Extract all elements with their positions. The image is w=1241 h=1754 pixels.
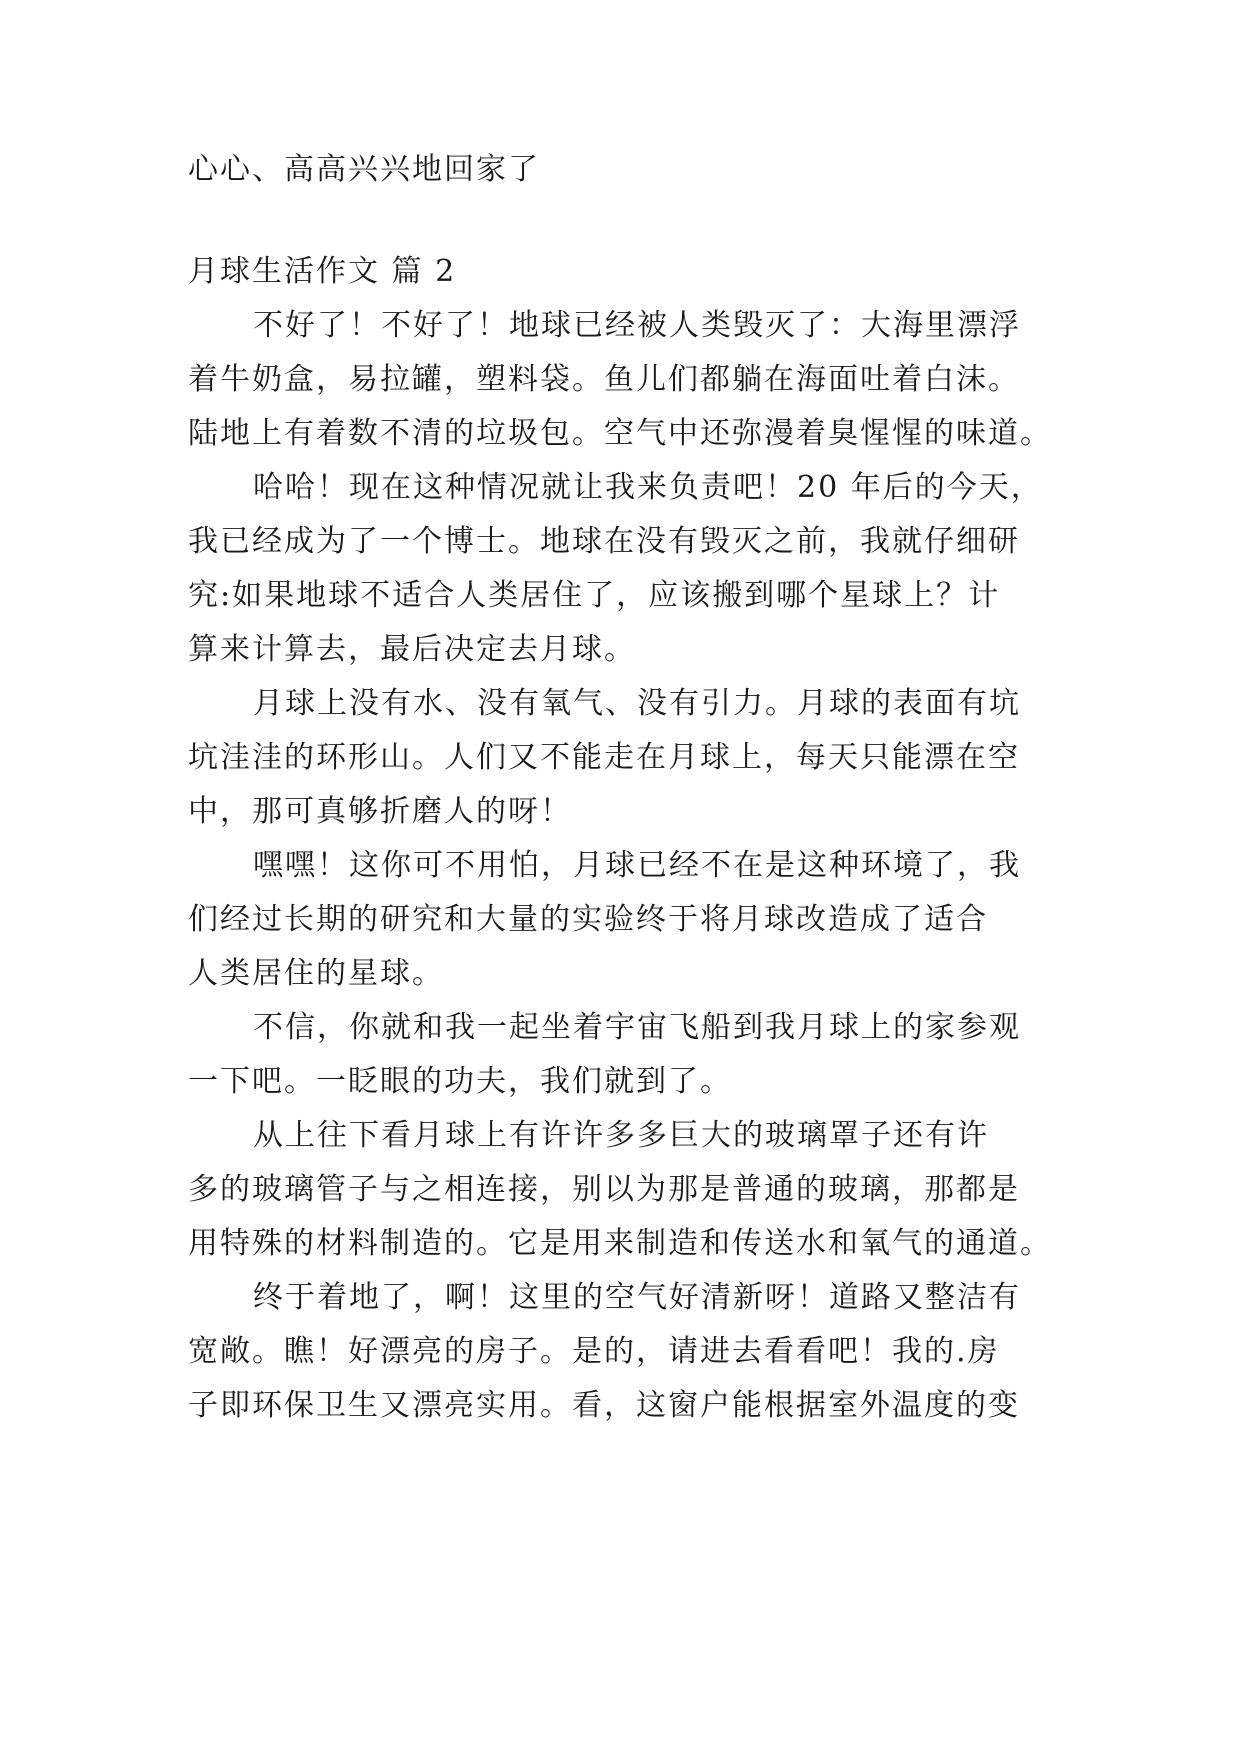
text-line: 从上往下看月球上有许许多多巨大的玻璃罩子还有许	[253, 1118, 989, 1153]
text-line: 陆地上有着数不清的垃圾包。空气中还弥漫着臭惺惺的味道。	[188, 416, 1052, 451]
text-line: 不信，你就和我一起坐着宇宙飞船到我月球上的家参观	[253, 1010, 1021, 1045]
text-line: 人类居住的星球。	[188, 956, 444, 991]
text-line: 用特殊的材料制造的。它是用来制造和传送水和氧气的通道。	[188, 1226, 1052, 1261]
closing-line: 心心、高高兴兴地回家了	[188, 152, 540, 187]
text-line: 嘿嘿！这你可不用怕，月球已经不在是这种环境了，我	[253, 848, 1021, 883]
text-line: 究:如果地球不适合人类居住了，应该搬到哪个星球上？计	[188, 578, 1001, 613]
text-line: 月球上没有水、没有氧气、没有引力。月球的表面有坑	[253, 686, 1021, 721]
text-line: 宽敞。瞧！好漂亮的房子。是的，请进去看看吧！我的.房	[188, 1334, 1000, 1369]
text-line: 们经过长期的研究和大量的实验终于将月球改造成了适合	[188, 902, 988, 937]
section-heading: 月球生活作文 篇 2	[188, 254, 457, 289]
text-line: 多的玻璃管子与之相连接，别以为那是普通的玻璃，那都是	[188, 1172, 1020, 1207]
text-line: 哈哈！现在这种情况就让我来负责吧！20 年后的今天，	[253, 470, 1043, 505]
text-line: 算来计算去，最后决定去月球。	[188, 632, 636, 667]
text-line: 一下吧。一眨眼的功夫，我们就到了。	[188, 1064, 732, 1099]
text-line: 不好了！不好了！地球已经被人类毁灭了：大海里漂浮	[253, 308, 1021, 343]
text-line: 着牛奶盒，易拉罐，塑料袋。鱼儿们都躺在海面吐着白沫。	[188, 362, 1020, 397]
text-line: 坑洼洼的环形山。人们又不能走在月球上，每天只能漂在空	[188, 740, 1020, 775]
text-line: 中，那可真够折磨人的呀！	[188, 794, 572, 829]
text-line: 子即环保卫生又漂亮实用。看，这窗户能根据室外温度的变	[188, 1388, 1020, 1423]
text-line: 我已经成为了一个博士。地球在没有毁灭之前，我就仔细研	[188, 524, 1020, 559]
text-line: 终于着地了，啊！这里的空气好清新呀！道路又整洁有	[253, 1280, 1021, 1315]
